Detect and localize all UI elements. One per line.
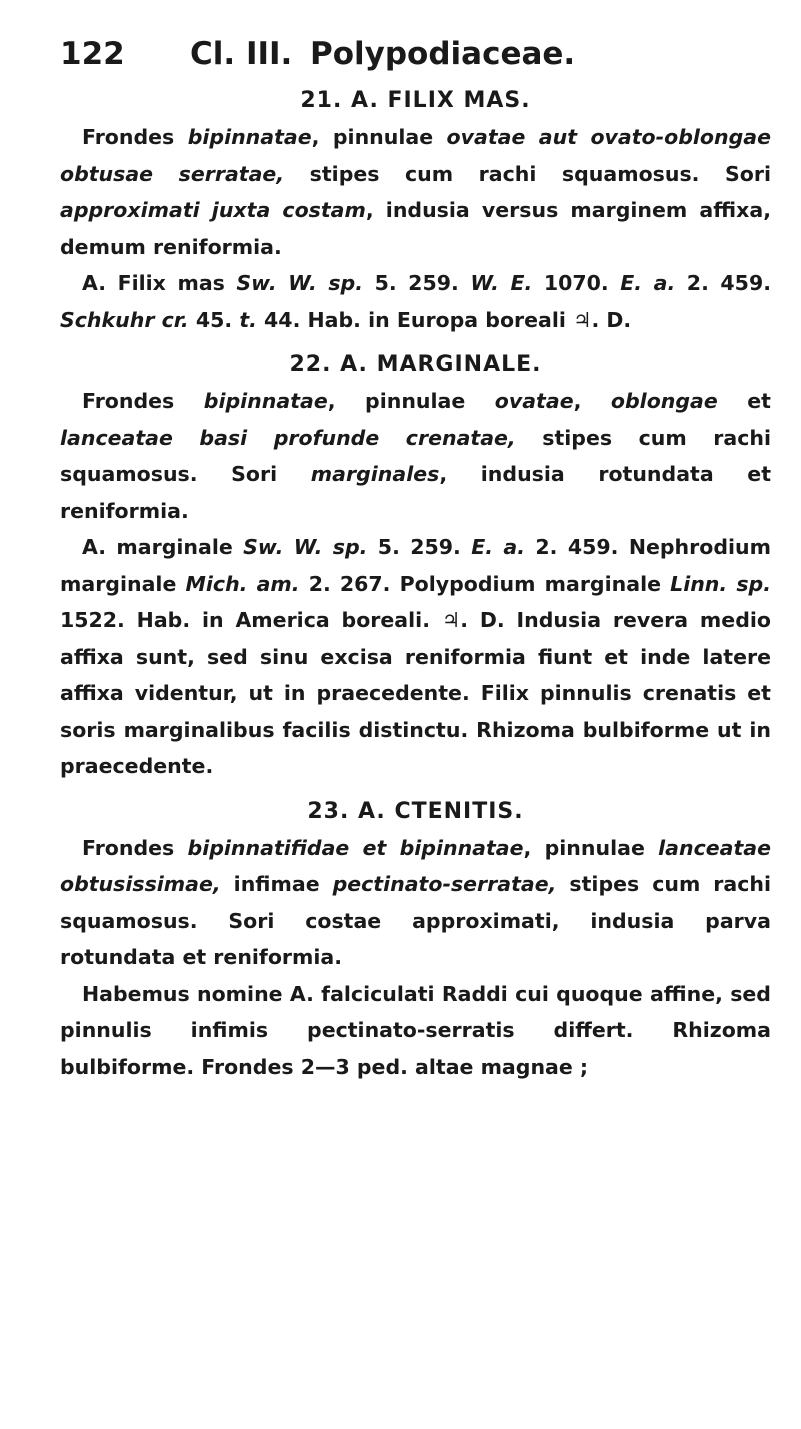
text-run: 2. 459. Nephrodium marginale [60,535,771,596]
italic-run: approximati juxta costam [60,198,366,222]
text-run: , indusia rotundata et reniformia. [60,462,771,523]
italic-run: Sw. W. [236,271,317,295]
italic-run: ovatae [446,125,526,149]
text-run [577,125,590,149]
italic-run: sp. [332,535,368,559]
references-21 [60,265,771,338]
text-run [349,836,362,860]
text-run: Frondes [82,835,188,860]
text-run: A. Filix mas [82,271,237,295]
text-run: Habemus nomine A. falciculati Raddi cui quoque affine, sed pinnulis infimis pectinato-serratis differt. Rhizoma bulbiforme. Frondes 2—3 ped. altae magnae ; [60,981,771,1079]
diagnosis-23 [60,830,771,976]
italic-run: lanceatae obtusissimae, [60,835,771,896]
text-run: 1522. Hab. in America boreali. ♃. D. Indusia revera medio affixa sunt, sed sinu excisa reniformia fiunt et inde latere affixa videntur, ut in praecedente. Filix pinnulis crenatis et soris marginalibus facilis distinctu. Rhizoma bulbiforme ut in praecedente. [60,608,771,778]
text-run: stipes cum rachi squamosus. Sori costae approximati, indusia parva rotundata et reniformia. [60,872,771,969]
italic-run: marginales [310,462,440,486]
text-run: , pinnulae [327,389,495,413]
diagnosis-21 [60,119,771,265]
italic-run: Mich. am. [185,571,300,596]
italic-run: pectinato-serratae, [332,872,557,896]
text-run: infimae [220,872,333,896]
text-run: Frondes [82,389,204,413]
text-run: 2. 267. Polypodium marginale [299,571,671,596]
italic-run: W. E. [470,271,533,295]
references-23 [60,976,771,1086]
italic-run: sp. [328,271,364,295]
text-run: 45. [188,307,240,332]
text-run: 1070. [532,271,621,295]
text-run: 5. 259. [363,271,471,295]
text-run: 44. Hab. in Europa boreali ♃. D. [256,307,632,332]
italic-run: bipinnatae [399,835,524,860]
italic-run: ovato-oblongae obtusae serratae, [60,125,771,186]
italic-run: bipinnatae [187,125,312,149]
text-run: 2. 459. [675,271,771,295]
italic-run: E. a. [471,535,526,559]
page-number: 122 [60,36,125,72]
italic-run: ovatae [494,389,574,413]
species-title-21: 21. A. FILIX MAS. [300,88,531,113]
italic-run: aut [538,125,578,149]
text-run: A. marginale [82,535,244,559]
text-run: , pinnulae [311,125,447,149]
text-run: , [573,389,611,413]
text-run: stipes cum rachi squamosus. Sori [60,425,772,486]
text-run [317,271,329,295]
italic-run: et [362,835,387,860]
text-run [386,836,399,860]
text-run: et [717,389,771,413]
family-name: Polypodiaceae. [310,36,576,72]
italic-run: lanceatae basi profunde crenatae, [60,425,516,450]
running-header [60,36,771,84]
italic-run: Sw. W. [243,535,323,559]
references-22 [60,529,771,785]
text-run [525,125,538,149]
class-label: Cl. III. [190,36,293,72]
text-run [322,535,332,559]
text-run: stipes cum rachi squamosus. Sori [284,161,771,186]
text-run: Frondes [82,125,188,149]
text-run: , pinnulae [523,835,659,860]
diagnosis-22 [60,383,771,529]
italic-run: Linn. sp. [670,571,771,596]
italic-run: Schkuhr cr. [60,307,189,332]
italic-run: t. [239,307,257,332]
italic-run: bipinnatifidae [187,835,350,860]
italic-run: oblongae [610,389,718,413]
text-run: 5. 259. [367,535,472,559]
species-title-22: 22. A. MARGINALE. [289,352,542,377]
text-run: , indusia versus marginem affixa, demum reniformia. [60,198,771,259]
italic-run: E. a. [620,271,676,295]
species-title-23: 23. A. CTENITIS. [307,798,524,824]
italic-run: bipinnatae [203,389,328,413]
